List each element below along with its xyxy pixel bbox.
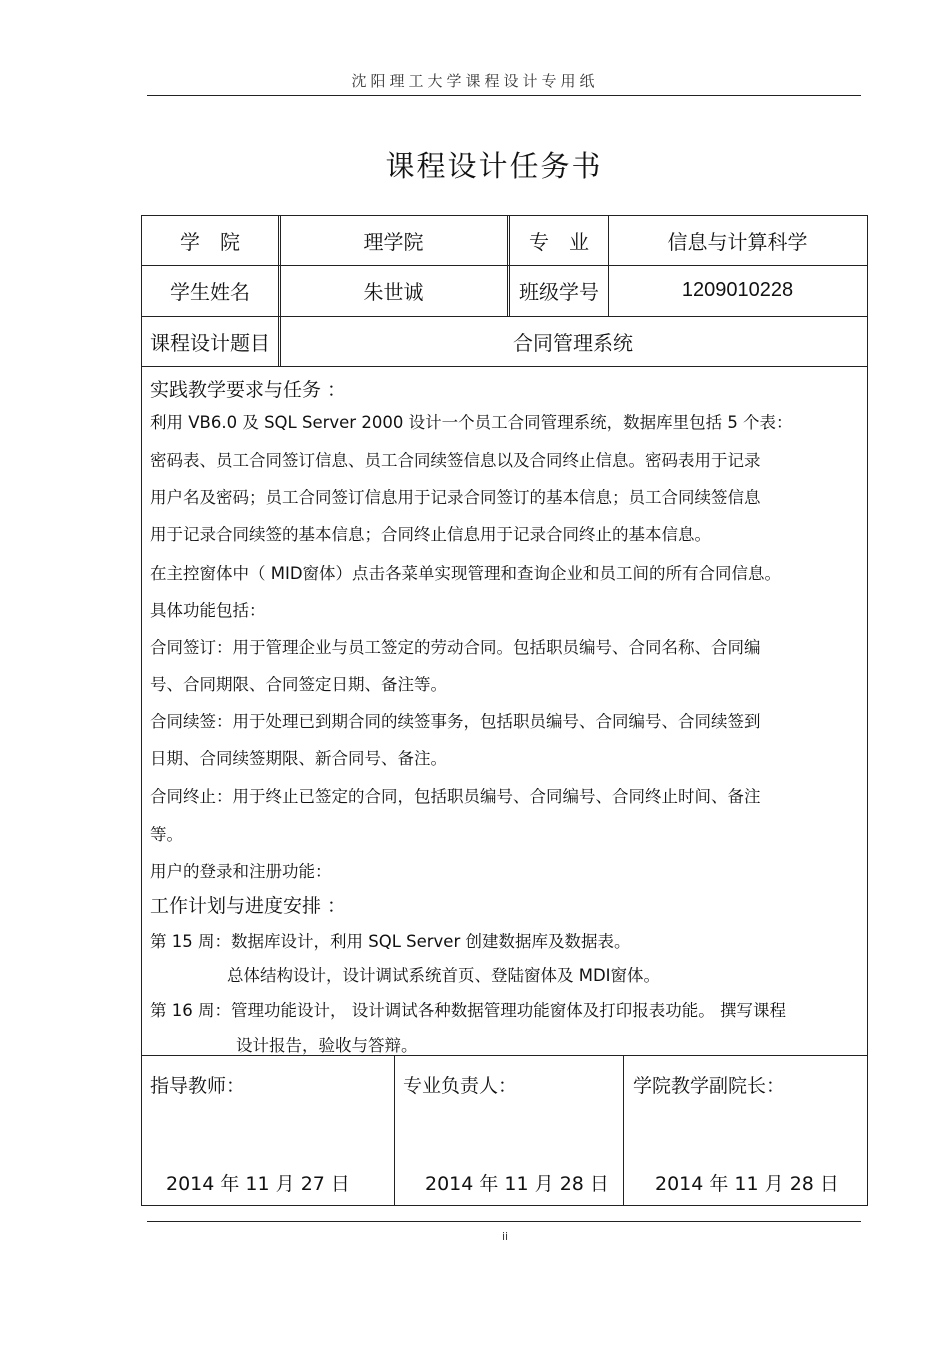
college-label: 学 院 (180, 229, 240, 254)
major-value: 信息与计算科学 (667, 229, 808, 254)
college-value: 理学院 (363, 229, 424, 254)
requirements-heading: 实践教学要求与任务 ： (150, 379, 347, 401)
requirements-line: 在主控窗体中（ MID窗体）点击各菜单实现管理和查询企业和员工间的所有合同信息。 (150, 564, 782, 583)
footer-rule (147, 1221, 861, 1222)
requirements-line: 具体功能包括： (150, 601, 266, 620)
vice-dean-label: 学院教学副院长： (633, 1075, 786, 1097)
advisor-label: 指导教师： (150, 1075, 246, 1097)
requirements-line: 等。 (150, 825, 183, 844)
requirements-line: 合同终止：用于终止已签定的合同，包括职员编号、合同编号、合同终止时间、备注 (150, 787, 761, 806)
page-header: 沈阳理工大学课程设计专用纸 (351, 72, 599, 90)
table-bottom-border (141, 1205, 868, 1206)
document-title: 课程设计任务书 (385, 149, 603, 183)
vice-dean-date: 2014 年 11 月 28 日 (655, 1173, 839, 1195)
requirements-line: 密码表、员工合同签订信息、员工合同续签信息以及合同终止信息。密码表用于记录 (150, 451, 761, 470)
course-topic-label: 课程设计题目 (150, 330, 270, 355)
plan-line: 设计报告，验收与答辩。 (236, 1036, 418, 1055)
row-divider (141, 366, 868, 367)
requirements-line: 用户名及密码；员工合同签订信息用于记录合同签订的基本信息；员工合同续签信息 (150, 488, 761, 507)
advisor-date: 2014 年 11 月 27 日 (166, 1173, 350, 1195)
major-label: 专 业 (529, 229, 589, 254)
class-id-value: 1209010228 (681, 279, 794, 301)
plan-line: 第 16 周：管理功能设计， 设计调试各种数据管理功能窗体及打印报表功能。 撰写课程 (150, 1001, 786, 1020)
requirements-line: 合同签订：用于管理企业与员工签定的劳动合同。包括职员编号、合同名称、合同编 (150, 638, 761, 657)
requirements-line: 用户的登录和注册功能： (150, 862, 332, 881)
requirements-line: 用于记录合同续签的基本信息；合同终止信息用于记录合同终止的基本信息。 (150, 525, 711, 544)
plan-line: 总体结构设计，设计调试系统首页、登陆窗体及 MDI窗体。 (227, 966, 661, 985)
plan-line: 第 15 周：数据库设计，利用 SQL Server 创建数据库及数据表。 (150, 932, 631, 951)
major-head-date: 2014 年 11 月 28 日 (425, 1173, 609, 1195)
header-rule (147, 95, 861, 96)
plan-heading: 工作计划与进度安排 ： (150, 895, 347, 917)
student-name-value: 朱世诚 (363, 280, 424, 304)
requirements-line: 日期、合同续签期限、新合同号、备注。 (150, 749, 447, 768)
signature-divider (394, 1055, 395, 1205)
major-head-label: 专业负责人： (403, 1075, 518, 1097)
requirements-line: 号、合同期限、合同签定日期、备注等。 (150, 675, 447, 694)
requirements-line: 合同续签：用于处理已到期合同的续签事务，包括职员编号、合同编号、合同续签到 (150, 712, 761, 731)
requirements-line: 利用 VB6.0 及 SQL Server 2000 设计一个员工合同管理系统，数据库里包括 5 个表： (150, 413, 793, 432)
course-topic-value: 合同管理系统 (513, 330, 633, 355)
signature-divider (623, 1055, 624, 1205)
page-number: ii (501, 1230, 509, 1243)
class-id-label: 班级学号 (519, 280, 599, 304)
student-name-label: 学生姓名 (170, 280, 250, 304)
